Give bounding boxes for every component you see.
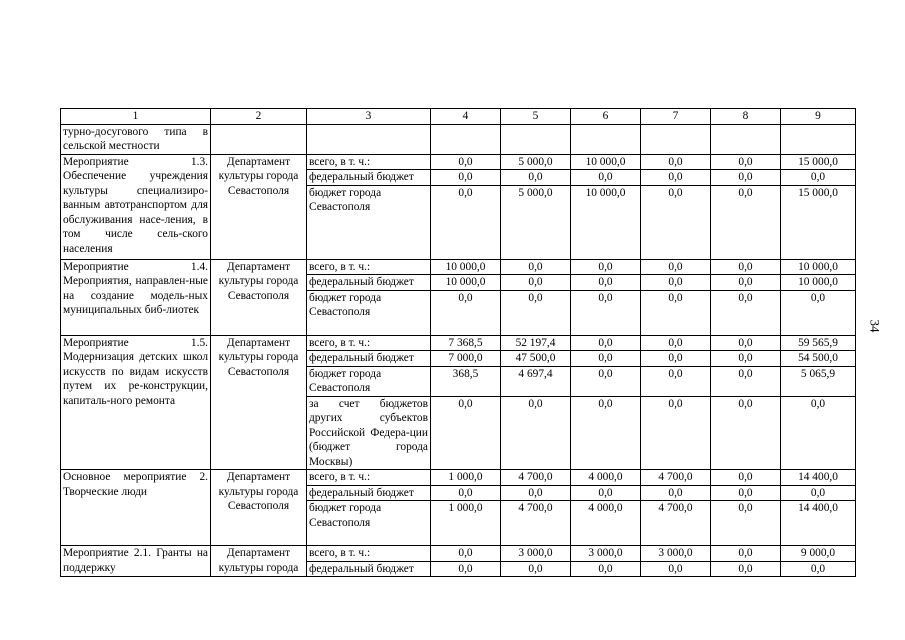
- executor: Департамент культуры города Севастополя: [211, 335, 307, 470]
- funding-source: федеральный бюджет: [307, 351, 431, 367]
- amount-cell: 10 000,0: [781, 259, 856, 275]
- amount-cell: 0,0: [641, 154, 711, 170]
- amount-cell: 4 700,0: [641, 470, 711, 486]
- amount-cell: 5 000,0: [501, 154, 571, 170]
- amount-cell: 0,0: [571, 290, 641, 335]
- amount-cell: 0,0: [501, 275, 571, 291]
- amount-cell: 7 000,0: [431, 351, 501, 367]
- amount-cell: 0,0: [571, 335, 641, 351]
- amount-cell: 0,0: [571, 366, 641, 396]
- amount-cell: 47 500,0: [501, 351, 571, 367]
- amount-cell: 54 500,0: [781, 351, 856, 367]
- amount-cell: 4 700,0: [501, 501, 571, 546]
- funding-source: федеральный бюджет: [307, 170, 431, 186]
- amount-cell: 0,0: [431, 396, 501, 470]
- empty-cell: [781, 124, 856, 154]
- activity-name: Мероприятие 1.4. Мероприятия, направлен-ные на создание модель-ных муниципальных биб-лиотек: [61, 259, 211, 335]
- funding-source: всего, в т. ч.:: [307, 546, 431, 562]
- amount-cell: 4 697,4: [501, 366, 571, 396]
- amount-cell: 0,0: [711, 275, 781, 291]
- amount-cell: 0,0: [431, 561, 501, 577]
- amount-cell: 5 065,9: [781, 366, 856, 396]
- amount-cell: 0,0: [781, 290, 856, 335]
- amount-cell: 0,0: [781, 170, 856, 186]
- amount-cell: 0,0: [641, 351, 711, 367]
- funding-source: федеральный бюджет: [307, 485, 431, 501]
- amount-cell: 0,0: [641, 335, 711, 351]
- amount-cell: 0,0: [711, 351, 781, 367]
- amount-cell: 10 000,0: [781, 275, 856, 291]
- amount-cell: 0,0: [711, 561, 781, 577]
- funding-source: бюджет города Севастополя: [307, 366, 431, 396]
- amount-cell: 7 368,5: [431, 335, 501, 351]
- empty-cell: [711, 124, 781, 154]
- table-row: [61, 154, 856, 170]
- executor: [211, 124, 307, 154]
- amount-cell: 0,0: [711, 470, 781, 486]
- amount-cell: 0,0: [431, 154, 501, 170]
- col-header: 7: [641, 109, 711, 125]
- funding-source: всего, в т. ч.:: [307, 154, 431, 170]
- col-header: 1: [61, 109, 211, 125]
- amount-cell: 0,0: [501, 561, 571, 577]
- amount-cell: 14 400,0: [781, 470, 856, 486]
- amount-cell: 0,0: [711, 259, 781, 275]
- page-number: 34: [867, 319, 883, 333]
- amount-cell: 10 000,0: [571, 154, 641, 170]
- amount-cell: 10 000,0: [431, 275, 501, 291]
- amount-cell: 0,0: [641, 185, 711, 259]
- amount-cell: 52 197,4: [501, 335, 571, 351]
- funding-source: федеральный бюджет: [307, 561, 431, 577]
- amount-cell: 0,0: [711, 546, 781, 562]
- col-header: 6: [571, 109, 641, 125]
- amount-cell: 9 000,0: [781, 546, 856, 562]
- amount-cell: 14 400,0: [781, 501, 856, 546]
- amount-cell: 15 000,0: [781, 185, 856, 259]
- executor: Департамент культуры города: [211, 546, 307, 577]
- col-header: 8: [711, 109, 781, 125]
- amount-cell: 3 000,0: [641, 546, 711, 562]
- activity-name: Мероприятие 1.5. Модернизация детских школ искусств по видам искусств путем их ре-конструкции, капиталь-ного ремонта: [61, 335, 211, 470]
- amount-cell: 0,0: [501, 396, 571, 470]
- amount-cell: 0,0: [641, 485, 711, 501]
- executor: Департамент культуры города Севастополя: [211, 470, 307, 546]
- amount-cell: 0,0: [431, 170, 501, 186]
- funding-source: бюджет города Севастополя: [307, 185, 431, 259]
- amount-cell: 0,0: [571, 259, 641, 275]
- funding-source: за счет бюджетов других субъектов Российской Федера-ции (бюджет города Москвы): [307, 396, 431, 470]
- activity-name: турно-досугового типа в сельской местности: [61, 124, 211, 154]
- amount-cell: 0,0: [781, 396, 856, 470]
- activity-name: Мероприятие 2.1. Гранты на поддержку: [61, 546, 211, 577]
- amount-cell: 0,0: [641, 259, 711, 275]
- amount-cell: 0,0: [641, 366, 711, 396]
- amount-cell: 4 000,0: [571, 501, 641, 546]
- amount-cell: 0,0: [501, 259, 571, 275]
- funding-source: бюджет города Севастополя: [307, 290, 431, 335]
- amount-cell: 0,0: [571, 485, 641, 501]
- amount-cell: 0,0: [711, 501, 781, 546]
- amount-cell: 5 000,0: [501, 185, 571, 259]
- amount-cell: 0,0: [501, 290, 571, 335]
- amount-cell: 0,0: [711, 154, 781, 170]
- amount-cell: 3 000,0: [501, 546, 571, 562]
- amount-cell: 0,0: [711, 485, 781, 501]
- amount-cell: 3 000,0: [571, 546, 641, 562]
- amount-cell: 59 565,9: [781, 335, 856, 351]
- funding-source: федеральный бюджет: [307, 275, 431, 291]
- table-row: [61, 546, 856, 562]
- empty-cell: [307, 124, 431, 154]
- amount-cell: 0,0: [571, 275, 641, 291]
- col-header: 4: [431, 109, 501, 125]
- amount-cell: 0,0: [571, 351, 641, 367]
- amount-cell: 0,0: [711, 290, 781, 335]
- col-header: 9: [781, 109, 856, 125]
- amount-cell: 0,0: [431, 290, 501, 335]
- amount-cell: 1 000,0: [431, 470, 501, 486]
- amount-cell: 0,0: [711, 170, 781, 186]
- amount-cell: 0,0: [641, 290, 711, 335]
- amount-cell: 0,0: [501, 170, 571, 186]
- amount-cell: 4 700,0: [501, 470, 571, 486]
- amount-cell: 0,0: [501, 485, 571, 501]
- amount-cell: 10 000,0: [431, 259, 501, 275]
- amount-cell: 0,0: [781, 561, 856, 577]
- amount-cell: 4 000,0: [571, 470, 641, 486]
- table-row: [61, 124, 856, 154]
- amount-cell: 0,0: [571, 170, 641, 186]
- executor: Департамент культуры города Севастополя: [211, 259, 307, 335]
- funding-source: всего, в т. ч.:: [307, 259, 431, 275]
- table-row: [61, 259, 856, 275]
- funding-source: всего, в т. ч.:: [307, 470, 431, 486]
- col-header: 5: [501, 109, 571, 125]
- amount-cell: 0,0: [431, 485, 501, 501]
- amount-cell: 10 000,0: [571, 185, 641, 259]
- table-row: [61, 470, 856, 486]
- executor: Департамент культуры города Севастополя: [211, 154, 307, 259]
- amount-cell: 0,0: [711, 185, 781, 259]
- empty-cell: [641, 124, 711, 154]
- amount-cell: 368,5: [431, 366, 501, 396]
- col-header: 2: [211, 109, 307, 125]
- column-number-row: [61, 109, 856, 125]
- empty-cell: [571, 124, 641, 154]
- activity-name: Основное мероприятие 2. Творческие люди: [61, 470, 211, 546]
- empty-cell: [501, 124, 571, 154]
- funding-source: бюджет города Севастополя: [307, 501, 431, 546]
- amount-cell: 0,0: [711, 366, 781, 396]
- amount-cell: 0,0: [641, 561, 711, 577]
- amount-cell: 0,0: [641, 170, 711, 186]
- amount-cell: 0,0: [431, 546, 501, 562]
- budget-table: [60, 108, 856, 577]
- activity-name: Мероприятие 1.3. Обеспечение учреждения культуры специализиро-ванным автотранспортом для обслуживания насе-ления, в том числе сель-ского населения: [61, 154, 211, 259]
- amount-cell: 0,0: [641, 275, 711, 291]
- funding-source: всего, в т. ч.:: [307, 335, 431, 351]
- table-row: [61, 335, 856, 351]
- amount-cell: 0,0: [711, 335, 781, 351]
- amount-cell: 0,0: [781, 485, 856, 501]
- empty-cell: [431, 124, 501, 154]
- amount-cell: 4 700,0: [641, 501, 711, 546]
- table-body: [61, 109, 856, 577]
- amount-cell: 0,0: [571, 561, 641, 577]
- amount-cell: 0,0: [431, 185, 501, 259]
- col-header: 3: [307, 109, 431, 125]
- amount-cell: 0,0: [571, 396, 641, 470]
- amount-cell: 1 000,0: [431, 501, 501, 546]
- amount-cell: 15 000,0: [781, 154, 856, 170]
- amount-cell: 0,0: [641, 396, 711, 470]
- amount-cell: 0,0: [711, 396, 781, 470]
